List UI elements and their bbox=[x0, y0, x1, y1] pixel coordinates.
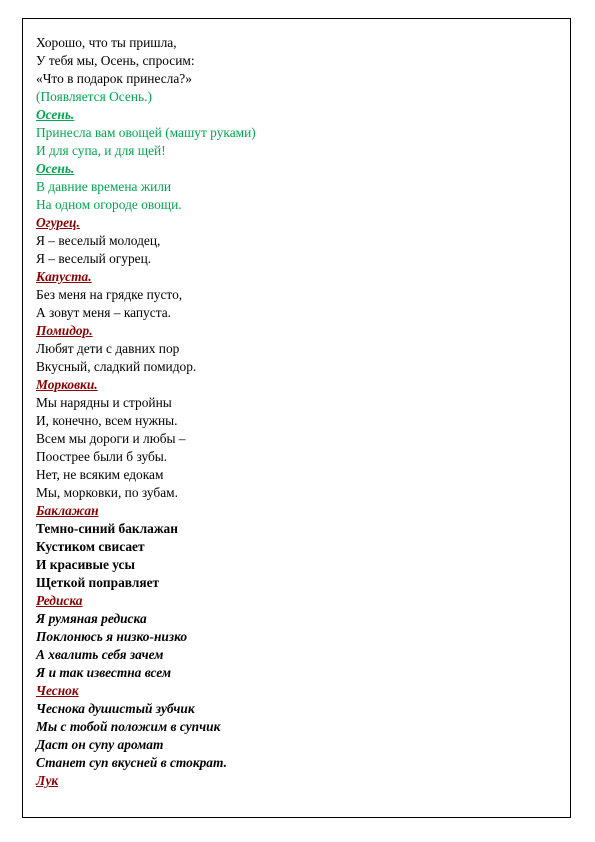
script-line: Мы, морковки, по зубам. bbox=[36, 485, 178, 500]
script-line: А зовут меня – капуста. bbox=[36, 305, 171, 320]
speaker-heading: Капуста. bbox=[36, 269, 92, 284]
script-line: Мы нарядны и стройны bbox=[36, 395, 172, 410]
script-line: Вкусный, сладкий помидор. bbox=[36, 359, 197, 374]
speaker-heading: Чеснок bbox=[36, 683, 79, 698]
script-line: И красивые усы bbox=[36, 557, 135, 572]
script-line: Я – веселый огурец. bbox=[36, 251, 152, 266]
script-line: «Что в подарок принесла?» bbox=[36, 71, 192, 86]
script-line: Нет, не всяким едокам bbox=[36, 467, 164, 482]
script-line: Я – веселый молодец, bbox=[36, 233, 161, 248]
script-line: Я и так известна всем bbox=[36, 665, 172, 680]
script-line: Темно-синий баклажан bbox=[36, 521, 178, 536]
script-line: (Появляется Осень.) bbox=[36, 89, 152, 104]
speaker-heading: Редиска bbox=[36, 593, 83, 608]
speaker-heading: Баклажан bbox=[36, 503, 99, 518]
script-line: Щеткой поправляет bbox=[36, 575, 160, 590]
script-line: И, конечно, всем нужны. bbox=[36, 413, 178, 428]
script-line: Станет суп вкусней в стократ. bbox=[36, 755, 227, 770]
script-line: Любят дети с давних пор bbox=[36, 341, 180, 356]
script-line: Даст он супу аромат bbox=[36, 737, 164, 752]
script-line: Я румяная редиска bbox=[36, 611, 147, 626]
script-line: И для супа, и для щей! bbox=[36, 143, 166, 158]
script-line: Мы с тобой положим в супчик bbox=[36, 719, 221, 734]
script-line: Поострее были б зубы. bbox=[36, 449, 168, 464]
speaker-heading: Морковки. bbox=[36, 377, 98, 392]
script-line: Кустиком свисает bbox=[36, 539, 145, 554]
script-line: Поклонюсь я низко-низко bbox=[36, 629, 188, 644]
script-line: У тебя мы, Осень, спросим: bbox=[36, 53, 195, 68]
script-line: Хорошо, что ты пришла, bbox=[36, 35, 177, 50]
speaker-heading: Огурец. bbox=[36, 215, 80, 230]
script-line: Принесла вам овощей (машут руками) bbox=[36, 125, 256, 140]
speaker-heading: Лук bbox=[36, 773, 59, 788]
script-line: На одном огороде овощи. bbox=[36, 197, 182, 212]
script-line: Всем мы дороги и любы – bbox=[36, 431, 186, 446]
speaker-heading: Помидор. bbox=[36, 323, 93, 338]
speaker-heading: Осень. bbox=[36, 107, 75, 122]
script-line: В давние времена жили bbox=[36, 179, 172, 194]
script-text bbox=[36, 34, 556, 790]
script-line: Без меня на грядке пусто, bbox=[36, 287, 183, 302]
script-line: Чеснока душистый зубчик bbox=[36, 701, 195, 716]
script-line: А хвалить себя зачем bbox=[36, 647, 164, 662]
speaker-heading: Осень. bbox=[36, 161, 75, 176]
